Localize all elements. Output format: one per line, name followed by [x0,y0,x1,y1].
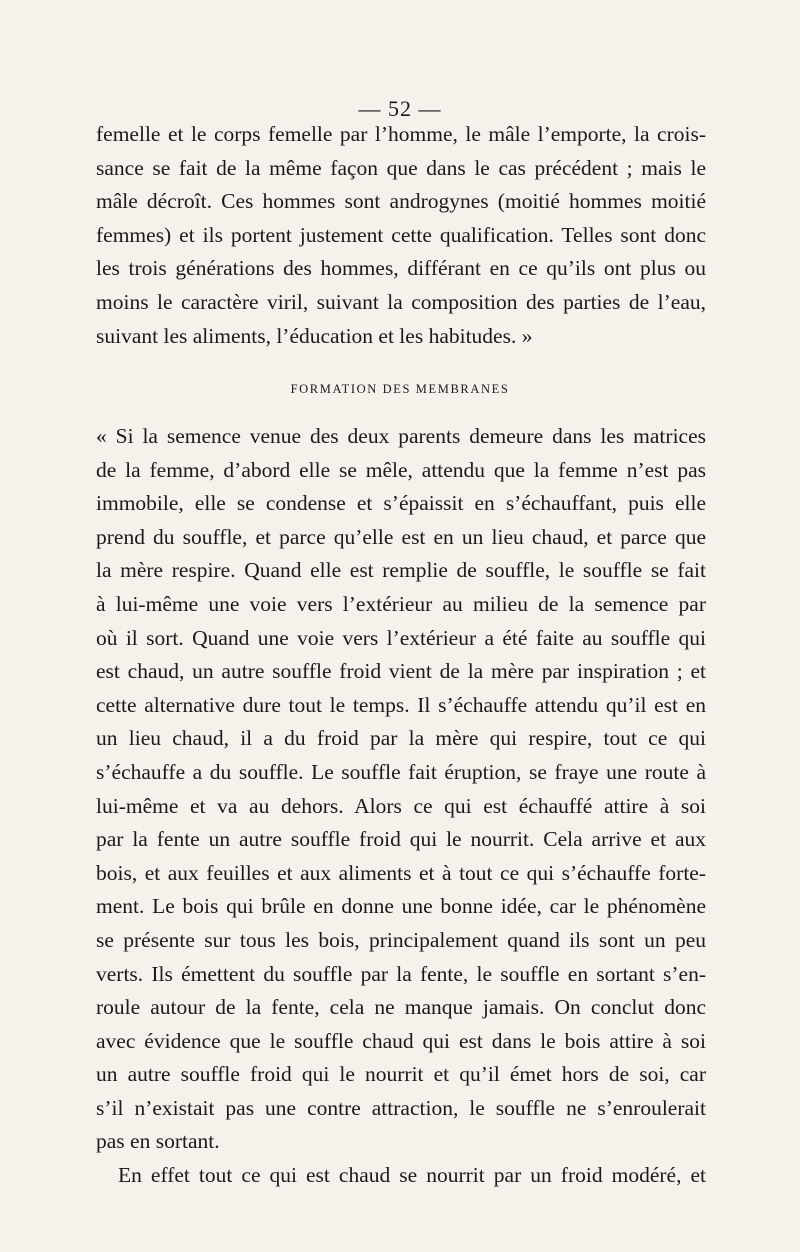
text-line: cette alternative dure tout le temps. Il s’échauffe attendu qu’il est en [96,692,706,717]
text-line: un autre souffle froid qui le nourrit et qu’il émet hors de soi, car [96,1062,706,1087]
text-line: roule autour de la fente, cela ne manque jamais. On conclut donc [96,995,706,1020]
text-line: prend du souffle, et parce qu’elle est en un lieu chaud, et parce que [96,524,706,549]
text-line: un lieu chaud, il a du froid par la mère qui respire, tout ce qui [96,726,706,751]
page-number: — 52 — [358,96,442,121]
text-line: femelle et le corps femelle par l’homme, le mâle l’emporte, la crois- [96,122,706,146]
paragraph-1 [96,118,706,353]
text-line: suivant les aliments, l’éducation et les habitudes. » [96,323,533,348]
paragraph-2 [96,420,706,1193]
text-line: s’échauffe a du souffle. Le souffle fait éruption, se fraye une route à [96,759,706,784]
text-line: moins le caractère viril, suivant la composition des parties de l’eau, [96,289,706,314]
text-line: sance se fait de la même façon que dans le cas précédent ; mais le [96,155,706,180]
text-line: s’il n’existait pas une contre attraction, le souffle ne s’enroulerait [96,1095,706,1120]
text-line: par la fente un autre souffle froid qui le nourrit. Cela arrive et aux [96,827,706,852]
text-line: bois, et aux feuilles et aux aliments et à tout ce qui s’échauffe forte- [96,860,706,885]
text-line: à lui-même une voie vers l’extérieur au milieu de la semence par [96,591,706,616]
text-line: mâle décroît. Ces hommes sont androgynes (moitié hommes moitié [96,189,706,214]
text-line: « Si la semence venue des deux parents demeure dans les matrices [96,424,706,448]
text-line: avec évidence que le souffle chaud qui est dans le bois attire à soi [96,1028,706,1053]
text-line: immobile, elle se condense et s’épaissit en s’échauffant, puis elle [96,491,706,516]
text-line: de la femme, d’abord elle se mêle, attendu que la femme n’est pas [96,457,706,482]
text-line: se présente sur tous les bois, principalement quand ils sont un peu [96,927,706,952]
text-line: la mère respire. Quand elle est remplie de souffle, le souffle se fait [96,558,706,583]
text-line: verts. Ils émettent du souffle par la fente, le souffle en sortant s’en- [96,961,706,986]
text-line: En effet tout ce qui est chaud se nourrit par un froid modéré, et [118,1163,706,1188]
text-line: lui-même et va au dehors. Alors ce qui est échauffé attire à soi [96,793,706,818]
text-line: ment. Le bois qui brûle en donne une bonne idée, car le phénomène [96,894,706,919]
text-line: femmes) et ils portent justement cette qualification. Telles sont donc [96,222,706,247]
text-line: où il sort. Quand une voie vers l’extérieur a été faite au souffle qui [96,625,706,650]
text-line: les trois générations des hommes, différant en ce qu’ils ont plus ou [96,256,706,281]
text-line: pas en sortant. [96,1129,220,1154]
section-heading: FORMATION DES MEMBRANES [290,382,510,396]
text-line: est chaud, un autre souffle froid vient de la mère par inspiration ; et [96,659,706,684]
